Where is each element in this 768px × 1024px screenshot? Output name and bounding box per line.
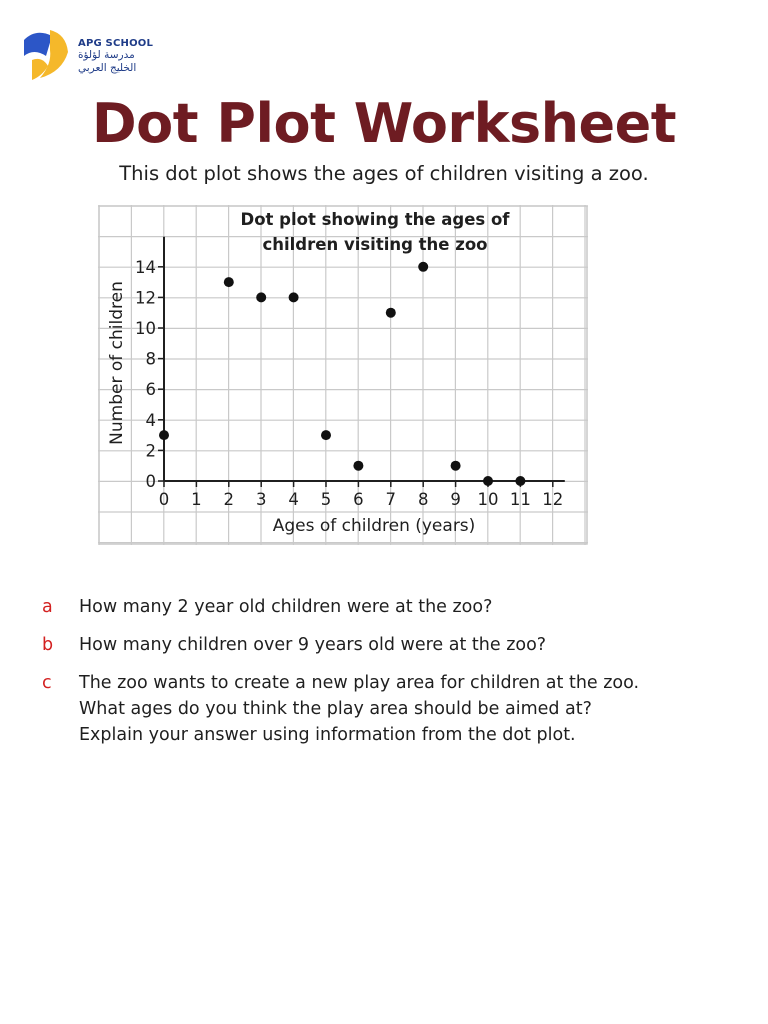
question-c-line1: The zoo wants to create a new play area for children at the zoo.: [79, 673, 640, 693]
y-tick-label: 2: [145, 441, 156, 461]
chart-y-axis-label: Number of children: [107, 281, 127, 445]
page-title: Dot Plot Worksheet: [91, 92, 677, 155]
question-a-text: How many 2 year old children were at the zoo?: [79, 597, 493, 617]
school-logo-icon: [22, 26, 74, 82]
intro-text: This dot plot shows the ages of children visiting a zoo.: [119, 162, 649, 185]
y-tick-label: 10: [135, 319, 156, 338]
y-tick-label: 14: [135, 257, 156, 277]
dot-plot-svg: [98, 205, 588, 545]
question-a-letter: a: [42, 597, 53, 617]
school-name-en: APG SCHOOL: [78, 38, 154, 49]
chart-title-line2: children visiting the zoo: [262, 235, 488, 254]
data-point: [224, 277, 234, 287]
data-point: [159, 430, 169, 440]
y-tick-label: 12: [135, 288, 156, 308]
x-tick-label: 5: [320, 490, 332, 509]
question-b-text: How many children over 9 years old were at the zoo?: [79, 635, 547, 655]
x-tick-label: 12: [542, 490, 564, 509]
data-point: [256, 292, 266, 302]
data-point: [289, 292, 299, 302]
x-tick-label: 9: [450, 490, 461, 509]
x-tick-label: 2: [223, 490, 235, 509]
question-c-line3: Explain your answer using information from the dot plot.: [79, 725, 576, 745]
data-point: [483, 476, 493, 486]
x-tick-label: 11: [509, 490, 531, 509]
x-tick-label: 0: [158, 490, 170, 509]
y-tick-label: 4: [145, 410, 156, 430]
question-b-letter: b: [42, 635, 54, 655]
x-tick-label: 7: [385, 490, 397, 509]
x-tick-label: 10: [477, 490, 499, 509]
dot-plot-chart: [98, 205, 588, 545]
y-tick-label: 6: [145, 380, 156, 400]
data-point: [515, 476, 525, 486]
question-c-letter: c: [42, 673, 52, 693]
school-name-ar-line2: الخليج العربي: [78, 62, 137, 74]
question-c-line2: What ages do you think the play area should be aimed at?: [79, 699, 592, 719]
y-tick-label: 0: [145, 472, 156, 491]
y-tick-label: 8: [145, 349, 156, 369]
x-tick-label: 4: [288, 490, 299, 509]
data-point: [321, 430, 331, 440]
x-tick-label: 6: [353, 490, 364, 509]
chart-x-axis-label: Ages of children (years): [272, 516, 476, 536]
data-point: [418, 262, 428, 272]
x-tick-label: 1: [191, 490, 202, 509]
data-point: [353, 461, 363, 471]
data-point: [451, 461, 461, 471]
x-tick-label: 3: [255, 490, 267, 509]
school-logo: [22, 26, 162, 86]
school-name-ar-line1: مدرسة لؤلؤة: [78, 49, 135, 61]
x-tick-label: 8: [417, 490, 429, 509]
data-point: [386, 308, 396, 318]
chart-title-line1: Dot plot showing the ages of: [240, 210, 510, 229]
